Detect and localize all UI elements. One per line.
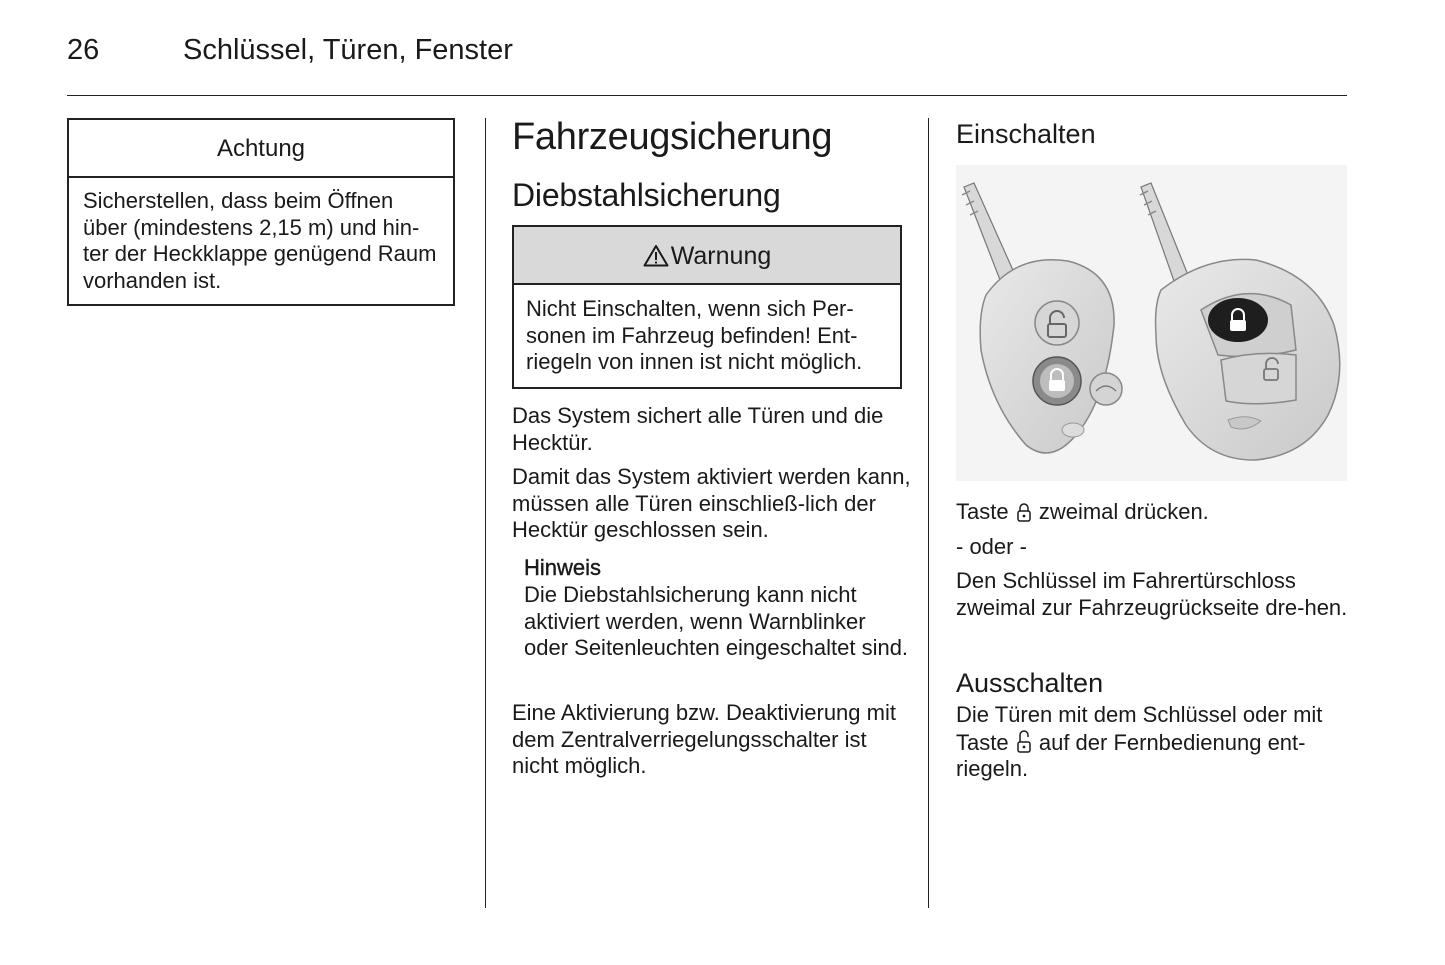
paragraph-central-lock: Eine Aktivierung bzw. Deaktivierung mit dem Zentralverriegelungsschalter ist nicht möglich. — [512, 700, 896, 778]
page-number: 26 — [67, 34, 100, 66]
warning-text: Nicht Einschalten, wenn sich Per-sonen im Fahrzeug befinden! Ent-riegeln von innen ist nicht möglich. — [526, 296, 863, 374]
paragraph-deactivate — [956, 702, 1351, 783]
heading-einschalten: Einschalten — [956, 119, 1096, 149]
warning-heading: Warnung — [670, 242, 772, 270]
heading-ausschalten: Ausschalten — [956, 668, 1104, 698]
lock-open-icon — [1017, 729, 1031, 753]
hint-text: Die Diebstahlsicherung kann nicht aktiviert werden, wenn Warnblinker oder Seitenleuchten eingeschaltet sind. — [524, 582, 909, 660]
subsection-title: Diebstahlsicherung — [512, 177, 781, 213]
paragraph-system: Das System sichert alle Türen und die Hecktür. — [512, 403, 884, 455]
step-prefix: Taste — [956, 499, 1009, 524]
warning-triangle-icon — [643, 244, 669, 267]
step-press-lock — [956, 499, 1351, 526]
step-suffix: zweimal drücken. — [1038, 499, 1209, 524]
warning-box — [512, 225, 902, 389]
section-title: Fahrzeugsicherung — [512, 116, 833, 158]
lock-closed-icon — [1017, 502, 1031, 522]
or-separator: - oder - — [956, 534, 1027, 559]
caution-heading: Achtung — [69, 120, 453, 178]
column-divider-left — [485, 118, 486, 908]
warning-header — [514, 227, 900, 285]
paragraph-activation: Damit das System aktiviert werden kann, müssen alle Türen einschließ-lich der Hecktür geschlossen sein. — [512, 464, 911, 542]
caution-box — [67, 118, 455, 306]
deactivate-suffix: auf der Fernbedienung ent-riegeln. — [956, 729, 1306, 781]
key-fob-right — [1156, 259, 1340, 460]
key-fob-left — [980, 260, 1122, 453]
step-turn-key: Den Schlüssel im Fahrertürschloss zweimal zur Fahrzeugrückseite dre-hen. — [956, 568, 1348, 620]
caution-text: Sicherstellen, dass beim Öffnen über (mindestens 2,15 m) und hin-ter der Heckklappe genügend Raum vorhanden ist. — [83, 188, 437, 293]
chapter-title: Schlüssel, Türen, Fenster — [183, 34, 513, 66]
key-blade-right — [1140, 183, 1188, 281]
column-divider-right — [928, 118, 929, 908]
header-divider — [67, 95, 1347, 96]
deactivate-prefix: Die Türen mit dem Schlüssel oder mit Taste — [956, 702, 1323, 755]
hint-title: Hinweis — [524, 555, 602, 580]
key-blade-left — [962, 183, 1016, 285]
key-fob-illustration — [956, 165, 1347, 481]
